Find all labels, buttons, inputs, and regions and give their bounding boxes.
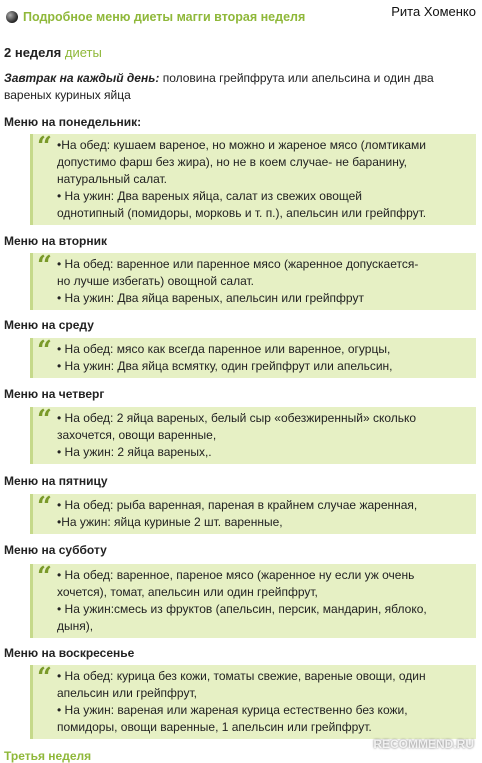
day-title-friday: Меню на пятницу bbox=[4, 474, 108, 488]
menu-line: • На обед: мясо как всегда паренное или варенное, огурцы, bbox=[57, 342, 391, 356]
quote-icon: “ bbox=[37, 492, 52, 522]
menu-line: • На обед: рыба варенная, пареная в крайнем случае жаренная, bbox=[57, 498, 418, 512]
quote-icon: “ bbox=[37, 562, 52, 592]
menu-line: захочется, овощи варенные, bbox=[57, 428, 217, 442]
day-menu-thursday bbox=[30, 407, 476, 464]
breakfast-label: Завтрак на каждый день: bbox=[4, 71, 160, 85]
menu-line: но лучше избегать) овощной салат. bbox=[57, 274, 254, 288]
menu-line: допустимо фарш без жира), но не в коем случае- не баранину, bbox=[57, 155, 407, 169]
quote-icon: “ bbox=[37, 663, 52, 693]
bullet-ball-icon bbox=[6, 11, 18, 23]
day-menu-friday bbox=[30, 494, 476, 534]
menu-line: • На ужин: вареная или жареная курица естественно без кожи, bbox=[57, 703, 408, 717]
menu-line: дыня), bbox=[57, 619, 94, 633]
breakfast-note bbox=[4, 70, 474, 104]
week-accent: диеты bbox=[64, 45, 102, 60]
day-title-monday: Меню на понедельник: bbox=[4, 115, 142, 129]
next-section-heading: Третья неделя bbox=[4, 749, 92, 763]
menu-line: • На ужин: Два яйца всмятку, один грейпфрут или апельсин, bbox=[57, 359, 393, 373]
menu-line: • На ужин:смесь из фруктов (апельсин, персик, мандарин, яблоко, bbox=[57, 602, 427, 616]
menu-line: •На обед: кушаем вареное, но можно и жареное мясо (ломтиками bbox=[57, 138, 426, 152]
menu-line: • На обед: варенное, пареное мясо (жаренное ну если уж очень bbox=[57, 568, 415, 582]
quote-icon: “ bbox=[37, 336, 52, 366]
menu-line: апельсин или грейпфрут, bbox=[57, 686, 197, 700]
week-heading bbox=[4, 45, 102, 60]
quote-icon: “ bbox=[37, 132, 52, 162]
quote-icon: “ bbox=[37, 405, 52, 435]
day-menu-tuesday bbox=[30, 253, 476, 310]
breakfast-text: половина грейпфрута или апельсина и один два вареных куриных яйца bbox=[4, 71, 434, 102]
post-title: Подробное меню диеты магги вторая неделя bbox=[23, 10, 306, 24]
menu-line: • На обед: варенное или паренное мясо (жаренное допускается- bbox=[57, 257, 419, 271]
menu-line: помидоры, овощи варенные, 1 апельсин или грейпфрут. bbox=[57, 720, 372, 734]
menu-line: натуральный салат. bbox=[57, 172, 168, 186]
day-menu-monday bbox=[30, 134, 476, 225]
menu-line: • На обед: 2 яйца вареных, белый сыр «обезжиренный» сколько bbox=[57, 411, 417, 425]
day-title-thursday: Меню на четверг bbox=[4, 387, 105, 401]
post-header bbox=[6, 10, 372, 24]
day-menu-sunday bbox=[30, 665, 476, 739]
menu-line: однотипный (помидоры, морковь и т. п.), апельсин или грейпфрут. bbox=[57, 206, 427, 220]
quote-icon: “ bbox=[37, 251, 52, 281]
day-title-saturday: Меню на субботу bbox=[4, 543, 107, 557]
menu-line: хочется), томат, апельсин или один грейпфрут, bbox=[57, 585, 318, 599]
day-title-sunday: Меню на воскресенье bbox=[4, 646, 135, 660]
menu-line: • На ужин: Два яйца вареных, апельсин или грейпфрут bbox=[57, 291, 364, 305]
day-menu-saturday bbox=[30, 564, 476, 638]
watermark: RECOMMEND.RU bbox=[373, 737, 474, 751]
day-menu-wednesday bbox=[30, 338, 476, 378]
menu-line: • На ужин: 2 яйца вареных,. bbox=[57, 445, 212, 459]
day-title-wednesday: Меню на среду bbox=[4, 318, 94, 332]
menu-line: •На ужин: яйца куриные 2 шт. варенные, bbox=[57, 515, 283, 529]
menu-line: • На обед: курица без кожи, томаты свежие, вареные овощи, один bbox=[57, 669, 426, 683]
day-title-tuesday: Меню на вторник bbox=[4, 234, 107, 248]
menu-line: • На ужин: Два вареных яйца, салат из свежих овощей bbox=[57, 189, 363, 203]
week-label: 2 неделя bbox=[4, 45, 62, 60]
author-name: Рита Хоменко bbox=[391, 4, 476, 19]
